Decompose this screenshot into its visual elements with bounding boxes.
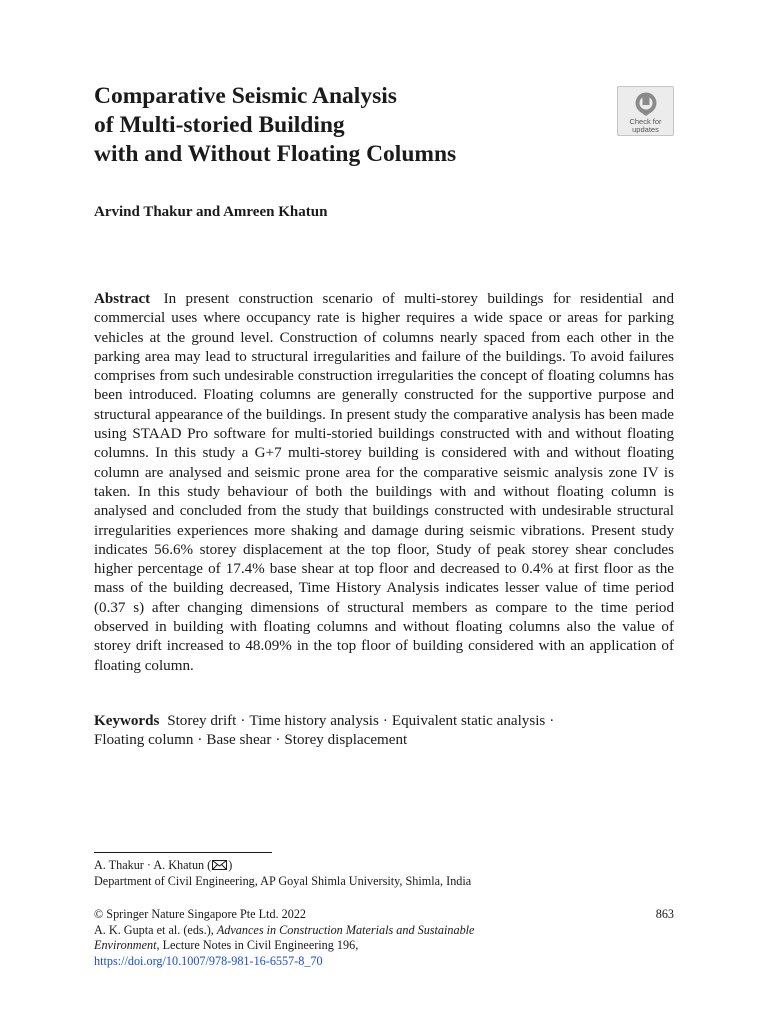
footnote-author-2-close: ) xyxy=(228,858,233,872)
copyright-line: © Springer Nature Singapore Pte Ltd. 2022 xyxy=(94,907,307,921)
series-info: , Lecture Notes in Civil Engineering 196, xyxy=(156,938,359,952)
envelope-icon[interactable] xyxy=(212,860,227,870)
footnote-author-separator: · xyxy=(146,858,151,872)
keywords-heading: Keywords xyxy=(94,713,160,729)
check-for-updates-icon xyxy=(634,91,658,117)
keyword-separator: · xyxy=(197,732,203,749)
page-number: 863 xyxy=(655,907,674,921)
paper-title xyxy=(94,82,594,169)
badge-line-1: Check for xyxy=(629,117,662,126)
footnote-author-1: A. Thakur xyxy=(94,858,144,872)
badge-line-2: updates xyxy=(632,125,659,134)
author-footnote xyxy=(94,858,674,889)
abstract xyxy=(94,290,674,676)
keyword: Base shear xyxy=(206,732,272,749)
keyword-separator: · xyxy=(275,732,281,749)
footnote-rule xyxy=(94,852,272,853)
keyword: Floating column xyxy=(94,732,194,749)
copyright-block xyxy=(94,907,674,969)
keyword: Storey displacement xyxy=(284,732,408,749)
affiliation: Department of Civil Engineering, AP Goyal Shimla University, Shimla, India xyxy=(94,873,472,888)
keywords xyxy=(94,712,674,751)
title-line-1: Comparative Seismic Analysis xyxy=(94,83,397,109)
title-line-2: of Multi-storied Building xyxy=(94,112,345,138)
keyword-separator: · xyxy=(382,713,388,729)
authors: Arvind Thakur and Amreen Khatun xyxy=(94,204,328,220)
title-line-3: with and Without Floating Columns xyxy=(94,141,457,167)
keyword-separator: · xyxy=(549,713,555,729)
keyword: Storey drift xyxy=(167,713,237,729)
keyword-separator: · xyxy=(240,713,246,729)
book-title: Advances in Construction Materials and Sustainable xyxy=(216,922,475,937)
footnote-author-2: A. Khatun ( xyxy=(153,858,212,872)
doi-link[interactable]: https://doi.org/10.1007/978-981-16-6557-8_70 xyxy=(94,953,323,968)
check-for-updates-badge[interactable] xyxy=(617,86,674,136)
abstract-text: In present construction scenario of multi-storey buildings for residential and commercial uses where occupancy rate is higher requires a wide space or areas for parking vehicles at the ground level. Construction of columns nearly spaced from each other in the parking area may lead to structural irregularities and failure of the buildings. To avoid failures comprises from such undesirable construction irregularities the concept of floating columns has been introduced. Floating columns are generally constructed for the supportive purpose and structural appearance of the buildings. In present study the comparative analysis has been made using STAAD Pro software for multi-storied buildings constructed with and without floating columns. In this study a G+7 multi-storey building is considered with and without floating column are analysed and seismic prone area for the comparative seismic analysis zone IV is taken. In this study behaviour of both the buildings with and without floating column is analysed and concluded from the study that buildings constructed with undesirable structural irregularities experiences more shaking and damage during seismic vibrations. Present study indicates 56.6% storey displacement at the top floor, Study of peak storey shear concludes higher percentage of 17.4% base shear at top floor and decreased to 0.4% at first floor as the mass of the building decreased, Time History Analysis indicates lesser value of time period (0.37 s) after changing dimensions of structural members as compare to the time period observed in building with floating columns and without floating columns also the value of storey drift increased to 48.09% in the top floor of building considered with an application of floating column. xyxy=(94,291,674,674)
abstract-heading: Abstract xyxy=(94,291,151,307)
book-editors: A. K. Gupta et al. (eds.), xyxy=(94,922,217,937)
keyword: Time history analysis xyxy=(249,713,379,729)
book-title-end: Environment xyxy=(94,938,157,952)
keyword: Equivalent static analysis xyxy=(391,713,546,729)
